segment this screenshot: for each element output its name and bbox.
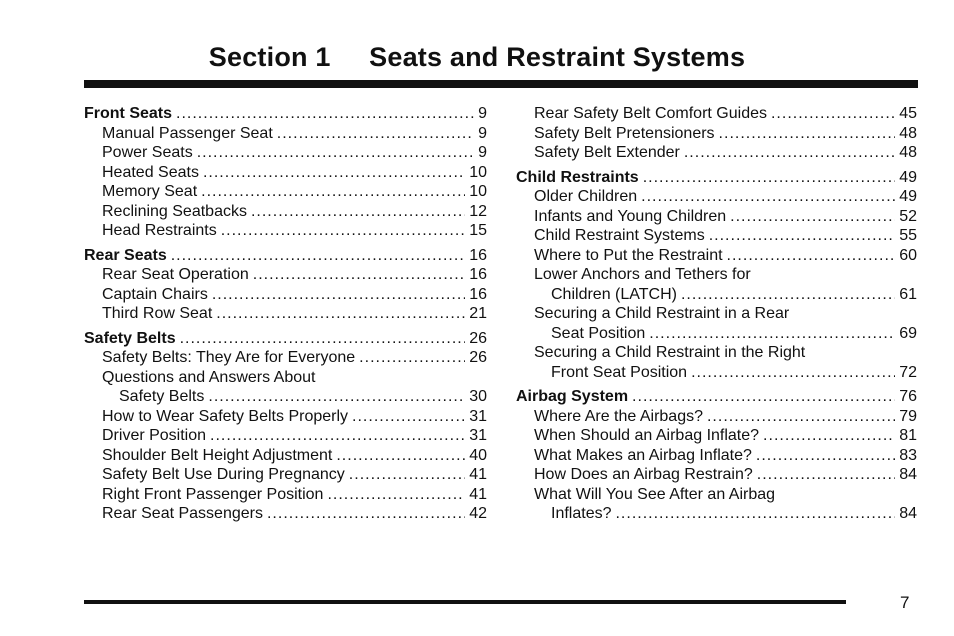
toc-entry[interactable]	[84, 485, 487, 505]
toc-entry[interactable]	[84, 504, 487, 524]
page-number: 7	[900, 593, 910, 612]
toc-entry-text: Heated Seats	[102, 163, 199, 181]
dot-leader	[171, 246, 465, 266]
toc-page-number: 21	[469, 305, 487, 322]
toc-page-number: 9	[478, 144, 487, 161]
toc-page-number: 41	[469, 466, 487, 483]
toc-entry[interactable]	[516, 265, 917, 285]
dot-leader	[208, 387, 465, 407]
toc-entry[interactable]	[516, 446, 917, 466]
toc-entry-continuation[interactable]	[516, 363, 917, 383]
dot-leader	[352, 407, 465, 427]
toc-page-number: 76	[899, 388, 917, 405]
toc-entry-text: Head Restraints	[102, 222, 217, 239]
toc-page-number: 41	[469, 485, 487, 503]
toc-entry-text: Safety Belt Use During Pregnancy	[102, 466, 345, 483]
toc-entry-continuation[interactable]	[84, 387, 487, 407]
dot-leader	[719, 124, 896, 144]
toc-page-number: 10	[469, 183, 487, 200]
toc-entry-text: Securing a Child Restraint in the Right	[534, 344, 806, 361]
toc-page-number: 31	[469, 427, 487, 444]
toc-entry-text: Front Seat Position	[551, 363, 688, 381]
toc-entry-text: Rear Seats	[84, 246, 167, 264]
toc-section-heading[interactable]	[84, 246, 487, 266]
dot-leader	[277, 124, 474, 144]
dot-leader	[707, 407, 895, 427]
toc-entry-text: Inflates?	[551, 505, 612, 522]
toc-entry-text: Memory Seat	[102, 183, 198, 200]
toc-entry[interactable]	[84, 202, 487, 222]
toc-page-number: 45	[899, 105, 917, 122]
toc-page-number: 49	[899, 188, 917, 205]
toc-entry[interactable]	[84, 426, 487, 446]
toc-page-number: 83	[899, 446, 917, 464]
dot-leader	[203, 163, 465, 183]
toc-entry-text: Safety Belt Pretensioners	[534, 124, 715, 142]
dot-leader	[336, 446, 465, 466]
dot-leader	[756, 446, 895, 466]
dot-leader	[649, 324, 895, 344]
dot-leader	[197, 143, 474, 163]
toc-entry[interactable]	[84, 348, 487, 368]
dot-leader	[180, 329, 466, 349]
dot-leader	[176, 104, 474, 124]
toc-page-number: 84	[899, 466, 917, 483]
toc-entry-text: Lower Anchors and Tethers for	[534, 266, 751, 283]
toc-page-number: 72	[899, 363, 917, 381]
toc-entry[interactable]	[516, 465, 917, 485]
toc-page-number: 10	[469, 163, 487, 181]
toc-entry-text: What Will You See After an Airbag	[534, 485, 776, 503]
toc-right-column	[516, 104, 917, 524]
toc-entry[interactable]	[84, 446, 487, 466]
toc-page-number: 48	[899, 124, 917, 142]
dot-leader	[251, 202, 465, 222]
toc-page-number: 26	[469, 329, 487, 347]
dot-leader	[210, 426, 465, 446]
dot-leader	[632, 387, 895, 407]
dot-leader	[681, 285, 895, 305]
toc-entry[interactable]	[516, 407, 917, 427]
toc-entry-text: What Makes an Airbag Inflate?	[534, 446, 752, 464]
toc-entry[interactable]	[516, 485, 917, 505]
dot-leader	[684, 143, 895, 163]
dot-leader	[615, 504, 895, 524]
dot-leader	[643, 168, 896, 188]
toc-page-number: 31	[469, 407, 487, 425]
toc-entry[interactable]	[516, 226, 917, 246]
toc-entry[interactable]	[84, 465, 487, 485]
toc-entry[interactable]	[516, 426, 917, 446]
toc-page-number: 79	[899, 407, 917, 425]
toc-page-number: 81	[899, 427, 917, 444]
toc-page-number: 69	[899, 324, 917, 342]
toc-entry-text: Infants and Young Children	[534, 207, 727, 225]
toc-entry-text: How to Wear Safety Belts Properly	[102, 407, 349, 425]
toc-entry-text: Safety Belts: They Are for Everyone	[102, 349, 356, 366]
toc-entry-text: Children (LATCH)	[551, 285, 677, 303]
toc-entry-text: Older Children	[534, 188, 638, 205]
toc-entry-text: Manual Passenger Seat	[102, 124, 273, 142]
toc-entry-continuation[interactable]	[516, 285, 917, 305]
toc-entry-text: Child Restraint Systems	[534, 227, 705, 244]
dot-leader	[216, 304, 465, 324]
dot-leader	[771, 104, 895, 124]
dot-leader	[349, 465, 465, 485]
dot-leader	[327, 485, 465, 505]
dot-leader	[221, 221, 465, 241]
toc-entry-text: How Does an Airbag Restrain?	[534, 466, 753, 483]
toc-entry-text: Where Are the Airbags?	[534, 407, 703, 425]
toc-entry-text: Power Seats	[102, 144, 193, 161]
page-title	[0, 42, 954, 73]
toc-entry-text: Airbag System	[516, 388, 629, 405]
toc-entry-text: Securing a Child Restraint in a Rear	[534, 305, 790, 322]
toc-page-number: 84	[899, 505, 917, 522]
toc-entry-text: Questions and Answers About	[102, 368, 316, 386]
toc-entry-text: Driver Position	[102, 427, 207, 444]
toc-entry-text: Where to Put the Restraint	[534, 246, 723, 264]
toc-page-number: 15	[469, 222, 487, 239]
toc-section-heading[interactable]	[516, 168, 917, 188]
toc-section-heading[interactable]	[84, 104, 487, 124]
toc-entry[interactable]	[516, 187, 917, 207]
toc-page-number: 9	[478, 105, 487, 122]
toc-entry-text: Safety Belts	[84, 329, 176, 347]
toc-page-number: 16	[469, 266, 487, 283]
dot-leader	[253, 265, 465, 285]
toc-page-number: 42	[469, 505, 487, 522]
toc-entry-text: Rear Seat Passengers	[102, 505, 263, 522]
toc-entry[interactable]	[84, 221, 487, 241]
toc-section-heading[interactable]	[516, 387, 917, 407]
toc-entry[interactable]	[516, 343, 917, 363]
toc-entry-text: Seat Position	[551, 324, 646, 342]
toc-page-number: 30	[469, 388, 487, 405]
toc-page-number: 9	[478, 124, 487, 142]
toc-entry-text: Reclining Seatbacks	[102, 202, 247, 220]
toc-entry[interactable]	[516, 104, 917, 124]
dot-leader	[212, 285, 465, 305]
toc-entry[interactable]	[516, 124, 917, 144]
toc-entry[interactable]	[84, 265, 487, 285]
toc-page-number: 55	[899, 227, 917, 244]
dot-leader	[641, 187, 895, 207]
dot-leader	[201, 182, 465, 202]
title-rule	[84, 80, 918, 88]
toc-entry-text: Safety Belt Extender	[534, 144, 680, 161]
toc-entry-text: Front Seats	[84, 105, 173, 122]
dot-leader	[267, 504, 465, 524]
dot-leader	[709, 226, 895, 246]
dot-leader	[691, 363, 895, 383]
toc-page-number: 52	[899, 207, 917, 225]
toc-entry-continuation[interactable]	[516, 324, 917, 344]
toc-entry[interactable]	[84, 163, 487, 183]
toc-entry-text: Child Restraints	[516, 168, 639, 186]
dot-leader	[763, 426, 895, 446]
toc-entry[interactable]	[516, 143, 917, 163]
toc-entry-text: Rear Seat Operation	[102, 266, 249, 283]
toc-entry[interactable]	[84, 143, 487, 163]
section-title: Seats and Restraint Systems	[369, 42, 746, 72]
toc-page-number: 16	[469, 285, 487, 303]
toc-entry-text: When Should an Airbag Inflate?	[534, 427, 760, 444]
toc-page-number: 40	[469, 446, 487, 464]
toc-entry-text: Shoulder Belt Height Adjustment	[102, 446, 333, 464]
toc-page-number: 61	[899, 285, 917, 303]
toc-page-number: 16	[469, 246, 487, 264]
toc-section-heading[interactable]	[84, 329, 487, 349]
toc-entry[interactable]	[84, 304, 487, 324]
toc-entry-text: Right Front Passenger Position	[102, 485, 324, 503]
toc-entry[interactable]	[84, 285, 487, 305]
toc-page-number: 12	[469, 202, 487, 220]
dot-leader	[730, 207, 895, 227]
toc-entry-text: Third Row Seat	[102, 305, 213, 322]
toc-entry-text: Captain Chairs	[102, 285, 208, 303]
toc-entry[interactable]	[516, 304, 917, 324]
toc-entry-text: Safety Belts	[119, 388, 205, 405]
toc-entry[interactable]	[516, 246, 917, 266]
dot-leader	[727, 246, 896, 266]
toc-entry[interactable]	[84, 368, 487, 388]
toc-entry-text: Rear Safety Belt Comfort Guides	[534, 105, 767, 122]
dot-leader	[757, 465, 895, 485]
toc-entry[interactable]	[84, 182, 487, 202]
toc-page-number: 49	[899, 168, 917, 186]
toc-entry[interactable]	[84, 124, 487, 144]
toc-page-number: 60	[899, 246, 917, 264]
footer-rule	[84, 600, 846, 604]
toc-page-number: 26	[469, 349, 487, 366]
dot-leader	[359, 348, 465, 368]
toc-entry[interactable]	[516, 207, 917, 227]
toc-entry-continuation[interactable]	[516, 504, 917, 524]
toc-entry[interactable]	[84, 407, 487, 427]
toc-page-number: 48	[899, 144, 917, 161]
section-label: Section 1	[208, 42, 331, 72]
toc-left-column	[84, 104, 487, 524]
